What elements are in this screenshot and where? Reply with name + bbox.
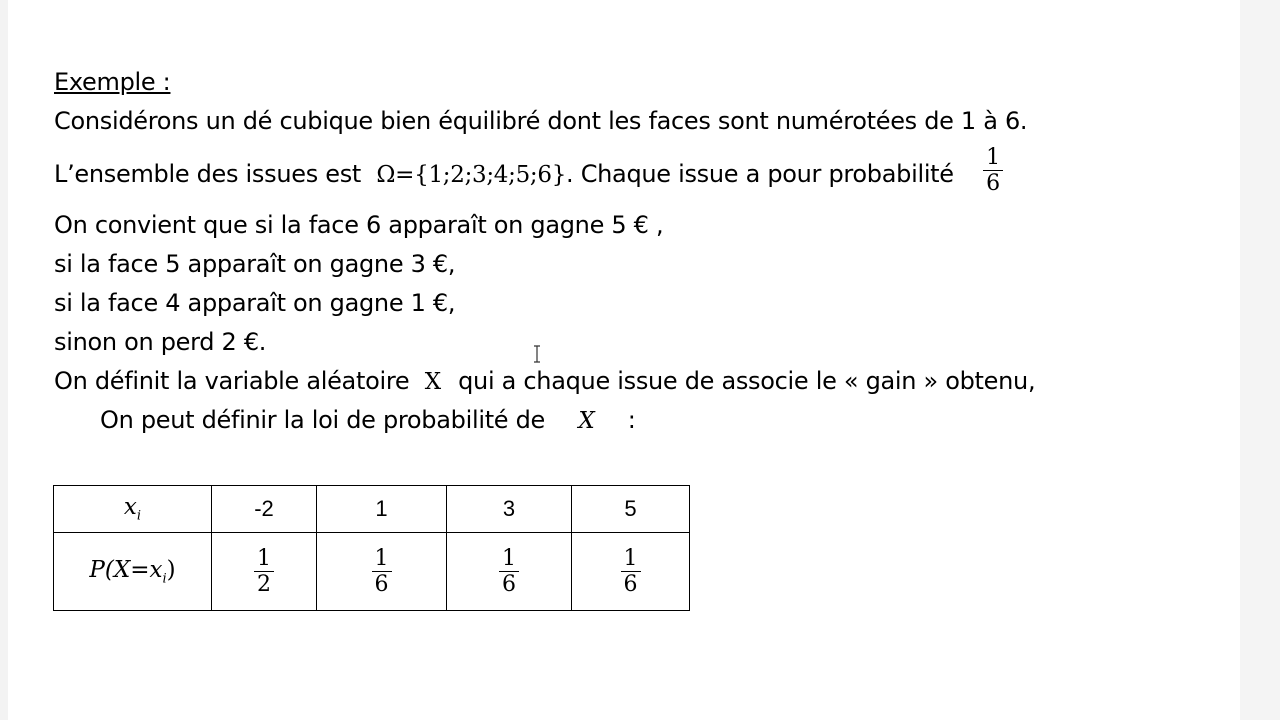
probability-cell: $\frac{1}{2}$ (212, 533, 317, 611)
text-line-2-after: . Chaque issue a pour probabilité (566, 160, 954, 188)
value-cell: 5 (572, 486, 690, 533)
probability-law-table (53, 485, 690, 611)
row-label-xi: $x_i$ (54, 486, 212, 533)
row-label-probability: $P(X=x_i)$ (54, 533, 212, 611)
text-line-4: si la face 5 apparaît on gagne 3 €, (54, 250, 456, 278)
right-margin-strip (1240, 0, 1280, 720)
text-line-7-after: qui a chaque issue de associe le « gain » obtenu, (458, 367, 1036, 395)
fraction-denominator: 6 (986, 171, 1000, 196)
text-line-7-before: On définit la variable aléatoire (54, 367, 410, 395)
text-line-5: si la face 4 apparaît on gagne 1 €, (54, 289, 456, 317)
table-row-probabilities (54, 533, 690, 611)
value-cell: 1 (317, 486, 447, 533)
text-line-8-before: On peut définir la loi de probabilité de (100, 406, 545, 434)
text-line-6: sinon on perd 2 €. (54, 328, 267, 356)
text-line-7 (54, 366, 1035, 397)
text-line-1: Considérons un dé cubique bien équilibré dont les faces sont numérotées de 1 à 6. (54, 107, 1028, 135)
text-line-2-before: L’ensemble des issues est (54, 160, 362, 188)
text-line-2 (54, 145, 1003, 196)
table-row-values (54, 486, 690, 533)
variable-x: X (424, 369, 441, 395)
value-cell: 3 (447, 486, 572, 533)
text-cursor-icon (533, 345, 541, 363)
example-heading: Exemple : (54, 68, 171, 96)
text-line-8 (100, 405, 636, 436)
text-line-8-after: : (627, 406, 636, 434)
value-cell: -2 (212, 486, 317, 533)
probability-cell: $\frac{1}{6}$ (447, 533, 572, 611)
probability-cell: $\frac{1}{6}$ (317, 533, 447, 611)
fraction-numerator: 1 (983, 147, 1003, 171)
probability-fraction (983, 147, 1003, 195)
probability-cell: $\frac{1}{6}$ (572, 533, 690, 611)
variable-x-italic: X (578, 408, 595, 434)
text-line-3: On convient que si la face 6 apparaît on gagne 5 € , (54, 211, 664, 239)
omega-set: Ω={1;2;3;4;5;6} (376, 162, 567, 188)
